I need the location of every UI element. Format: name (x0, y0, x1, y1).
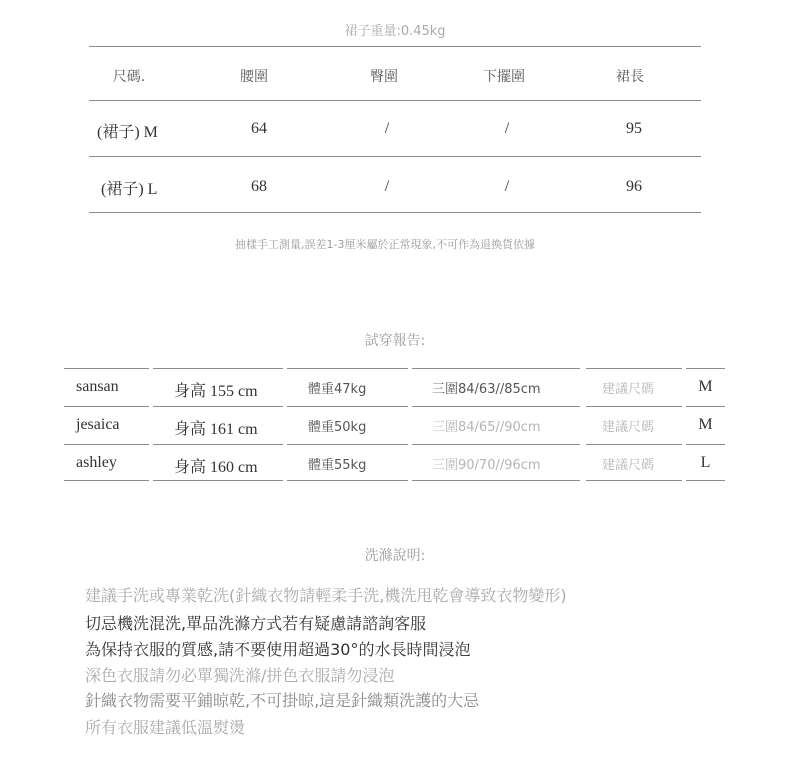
table-row (64, 444, 149, 481)
tryon-size: M (698, 378, 713, 395)
wash-line: 針織衣物需要平鋪晾乾,不可掛晾,這是針織類洗護的大忌 (85, 691, 480, 710)
tryon-weight: 體重50kg (308, 420, 367, 435)
tryon-height-cell (153, 406, 283, 443)
header-waist: 腰圍 (240, 69, 268, 85)
header-hip: 臀圍 (370, 69, 398, 85)
row-label-l: (裙子) L (101, 181, 158, 198)
tryon-size: L (700, 454, 711, 471)
cell-length-l: 96 (626, 178, 642, 195)
tryon-weight: 體重55kg (308, 458, 367, 473)
header-length: 裙長 (616, 69, 644, 85)
skirt-weight-label: 裙子重量:0.45kg (344, 24, 446, 39)
tryon-suggest: 建議尺碼 (602, 420, 655, 435)
header-hem: 下擺圍 (483, 69, 525, 85)
tryon-height: 身高 161 cm (174, 421, 258, 438)
row-label-m: (裙子) M (97, 124, 158, 141)
tryon-suggest: 建議尺碼 (602, 382, 655, 397)
tryon-measures: 三圍90/70//96cm (432, 458, 541, 473)
cell-hip-l: / (384, 178, 390, 195)
table-rule (89, 100, 701, 101)
tryon-weight-cell (287, 368, 408, 405)
wash-title: 洗滌說明: (364, 548, 426, 564)
table-rule (89, 46, 701, 47)
wash-line: 切忌機洗混洗,單品洗滌方式若有疑慮請諮詢客服 (85, 614, 427, 633)
tryon-suggest-cell (586, 406, 682, 443)
measurement-note: 抽樣手工測量,誤差1-3厘米屬於正常現象,不可作為退換貨依據 (235, 238, 535, 251)
tryon-name: jesaica (76, 416, 120, 433)
cell-hem-m: / (504, 120, 510, 137)
tryon-measures: 三圍84/65//90cm (432, 420, 541, 435)
cell-waist-l: 68 (251, 178, 267, 195)
tryon-measures: 三圍84/63//85cm (432, 382, 541, 397)
tryon-suggest-cell (586, 368, 682, 405)
table-rule (89, 212, 701, 213)
wash-line: 深色衣服請勿必單獨洗滌/拼色衣服請勿浸泡 (85, 666, 395, 685)
tryon-height: 身高 160 cm (174, 459, 258, 476)
tryon-suggest-cell (586, 444, 682, 481)
cell-length-m: 95 (626, 120, 642, 137)
wash-line: 所有衣服建議低溫熨燙 (85, 718, 246, 737)
tryon-height: 身高 155 cm (174, 383, 258, 400)
tryon-measures-cell (412, 368, 580, 405)
table-row (64, 368, 149, 405)
tryon-size-cell (686, 368, 725, 405)
tryon-size-cell (686, 444, 725, 481)
tryon-measures-cell (412, 444, 580, 481)
tryon-weight: 體重47kg (308, 382, 367, 397)
tryon-weight-cell (287, 406, 408, 443)
tryon-title: 試穿報告: (364, 333, 426, 349)
tryon-weight-cell (287, 444, 408, 481)
tryon-name: sansan (76, 378, 119, 395)
wash-line: 為保持衣服的質感,請不要使用超過30°的水長時間浸泡 (85, 640, 471, 659)
tryon-name: ashley (76, 454, 117, 471)
tryon-size: M (698, 416, 713, 433)
tryon-suggest: 建議尺碼 (602, 458, 655, 473)
table-row (64, 406, 149, 443)
cell-hem-l: / (504, 178, 510, 195)
tryon-height-cell (153, 444, 283, 481)
tryon-size-cell (686, 406, 725, 443)
table-rule (89, 156, 701, 157)
header-size: 尺碼. (112, 69, 146, 85)
tryon-measures-cell (412, 406, 580, 443)
cell-waist-m: 64 (251, 120, 267, 137)
tryon-height-cell (153, 368, 283, 405)
cell-hip-m: / (384, 120, 390, 137)
wash-line: 建議手洗或專業乾洗(針織衣物請輕柔手洗,機洗甩乾會導致衣物變形) (85, 586, 567, 605)
